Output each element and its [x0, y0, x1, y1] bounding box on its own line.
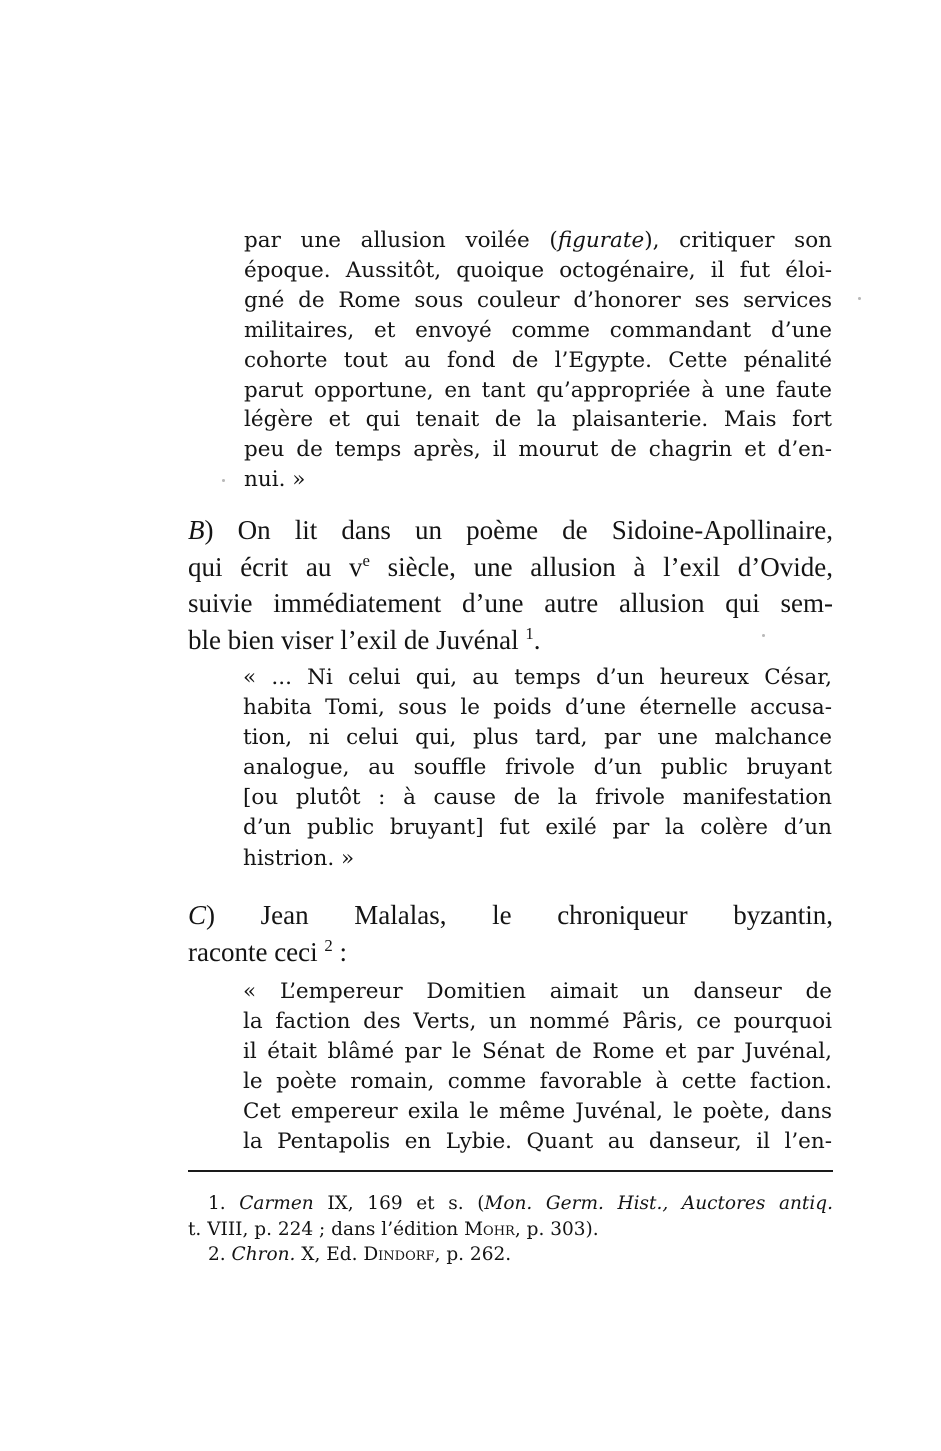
text-line: [ou plutôt : à cause de la frivole manifestation: [243, 785, 832, 811]
text-line: gné de Rome sous couleur d’honorer ses services: [244, 287, 832, 313]
text-line: militaires, et envoyé comme commandant d’une: [244, 317, 832, 343]
section-label: C: [188, 900, 207, 930]
text-line: « ... Ni celui qui, au temps d’un heureux César,: [243, 665, 832, 690]
text-line: tion, ni celui qui, plus tard, par une malchance: [243, 725, 832, 751]
superscript: e: [362, 550, 370, 570]
text-line: Cet empereur exila le même Juvénal, le poète, dans: [243, 1099, 832, 1125]
text-line: le poète romain, comme favorable à cette faction.: [243, 1069, 832, 1095]
footnote-2: 2. Chron. X, Ed. Dindorf, p. 262.: [208, 1244, 512, 1266]
footnote-ref-2: 2: [324, 935, 333, 955]
text-line: d’un public bruyant] fut exilé par la colère d’un: [243, 815, 832, 841]
malalas-quote: [243, 977, 832, 1158]
text-line: qui écrit au $v^e$ siècle, une allusion à l’exil d’Ovide,: [188, 550, 833, 582]
text-line: par une allusion voilée (figurate), critiquer son: [244, 228, 832, 253]
text-line: raconte ceci $^2$ :: [188, 935, 348, 967]
text-line: cohorte tout au fond de l’Egypte. Cette pénalité: [244, 347, 832, 373]
section-label: B: [188, 515, 205, 545]
footnote-1-continued: t. VIII, p. 224 ; dans l’édition Mohr, p. 303).: [188, 1218, 599, 1240]
latin-term: figurate: [557, 228, 645, 253]
footnote-1: 1. Carmen IX, 169 et s. (Mon. Germ. Hist., Auctores antiq.: [208, 1193, 833, 1214]
text-line: parut opportune, en tant qu’appropriée à une faute: [244, 377, 832, 403]
footnote-ref-1: 1: [525, 624, 534, 644]
footnotes: [188, 1191, 833, 1268]
text-line: ble bien viser l’exil de Juvénal $^1$.: [188, 624, 541, 656]
text-line: il était blâmé par le Sénat de Rome et par Juvénal,: [243, 1039, 832, 1065]
text-line: B) On lit dans un poème de Sidoine-Apollinaire,: [188, 515, 833, 545]
text-line: la Pentapolis en Lybie. Quant au danseur, il l’en-: [243, 1129, 832, 1155]
text-line: analogue, au souffle frivole d’un public bruyant: [243, 755, 832, 781]
quote-passage-ending: [244, 226, 832, 495]
text-line: peu de temps après, il mourut de chagrin et d’en-: [244, 437, 832, 463]
text-line: « L’empereur Domitien aimait un danseur de: [243, 979, 832, 1004]
text-line: histrion. »: [243, 845, 355, 871]
sidonius-quote: [243, 663, 832, 874]
text-line: légère et qui tenait de la plaisanterie. Mais fort: [244, 407, 832, 433]
text-line: habita Tomi, sous le poids d’une éternelle accusa-: [243, 695, 832, 721]
section-b-paragraph: [188, 512, 833, 659]
scan-speck: [222, 479, 225, 482]
footnote-divider: [188, 1170, 833, 1172]
section-c-paragraph: [188, 897, 833, 970]
scan-speck: [858, 297, 861, 300]
text-line: nui. »: [244, 467, 306, 493]
scan-speck: [762, 634, 765, 637]
text-line: époque. Aussitôt, quoique octogénaire, il fut éloi-: [244, 257, 832, 283]
text-line: suivie immédiatement d’une autre allusion qui sem-: [188, 588, 833, 619]
text-line: la faction des Verts, un nommé Pâris, ce pourquoi: [243, 1009, 832, 1035]
text-line: C) Jean Malalas, le chroniqueur byzantin,: [188, 900, 833, 930]
